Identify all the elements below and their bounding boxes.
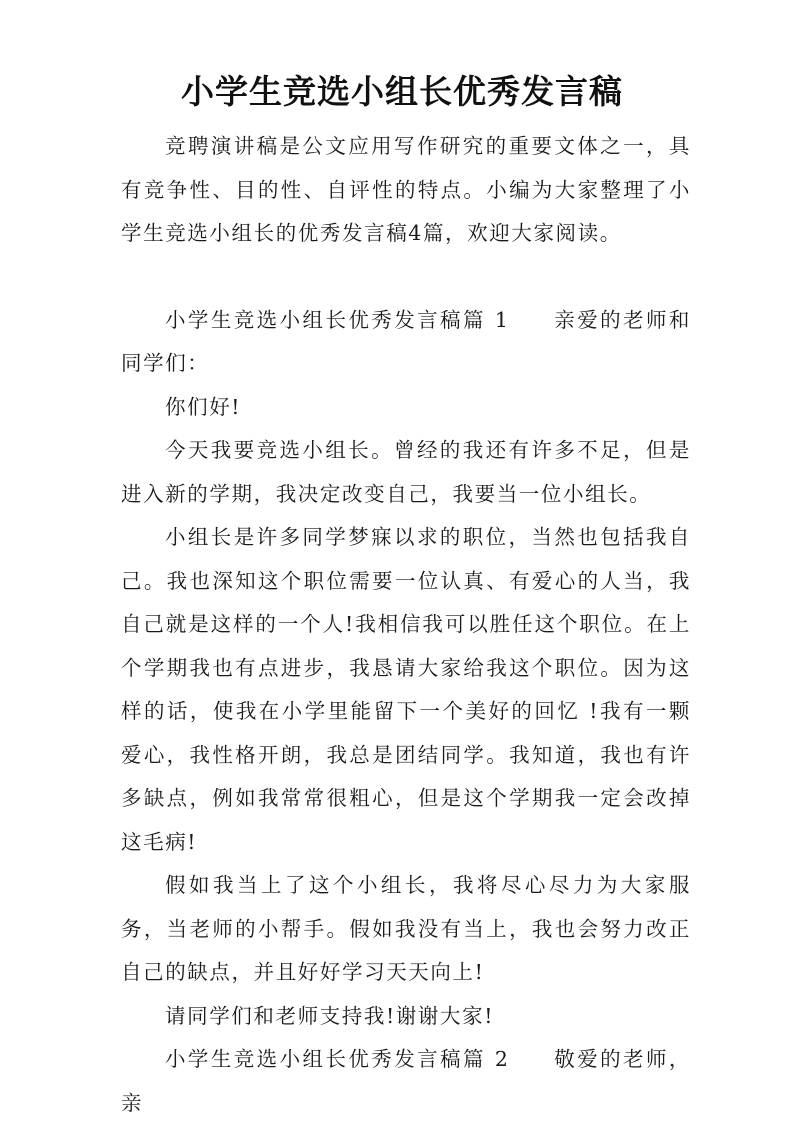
- speech1-paragraph: 假如我当上了这个小组长，我将尽心尽力为大家服务，当老师的小帮手。假如我没有当上，我也会努力改正自己的缺点，并且好好学习天天向上!: [121, 873, 691, 984]
- speech1-paragraph: 小组长是许多同学梦寐以求的职位，当然也包括我自己。我也深知这个职位需要一位认真、有爱心的人当，我自己就是这样的一个人!我相信我可以胜任这个职位。在上个学期我也有点进步，我恳请大家给我这个职位。因为这样的话，使我在小学里能留下一个美好的回忆 !我有一颗爱心，我性格开朗，我总是团结同学。我知道，我也有许多缺点，例如我常常很粗心，但是这个学期我一定会改掉这毛病!: [121, 525, 691, 854]
- speech2-heading-paragraph: [121, 1038, 691, 1125]
- speech1-heading: 小学生竞选小组长优秀发言稿篇 1: [165, 307, 510, 332]
- speech2-heading: 小学生竞选小组长优秀发言稿篇 2: [165, 1047, 510, 1071]
- speech2-greeting: 敬爱的老师，亲: [121, 1047, 691, 1115]
- speech1-paragraph: 请同学们和老师支持我!谢谢大家!: [165, 1003, 495, 1028]
- document-body: [121, 125, 691, 1125]
- speech1-paragraph: 今天我要竞选小组长。曾经的我还有许多不足，但是进入新的学期，我决定改变自己，我要当一位小组长。: [121, 438, 691, 506]
- speech1-paragraph: 你们好!: [165, 394, 242, 419]
- intro-paragraph: 竞聘演讲稿是公文应用写作研究的重要文体之一，具有竞争性、目的性、自评性的特点。小编为大家整理了小学生竞选小组长的优秀发言稿4篇，欢迎大家阅读。: [121, 134, 691, 245]
- speech1-greeting: 亲爱的老师和同学们：: [121, 307, 691, 375]
- speech1-heading-paragraph: [121, 299, 691, 386]
- paragraph-gap: [121, 256, 691, 299]
- document-title: 小学生竞选小组长优秀发言稿: [181, 72, 623, 111]
